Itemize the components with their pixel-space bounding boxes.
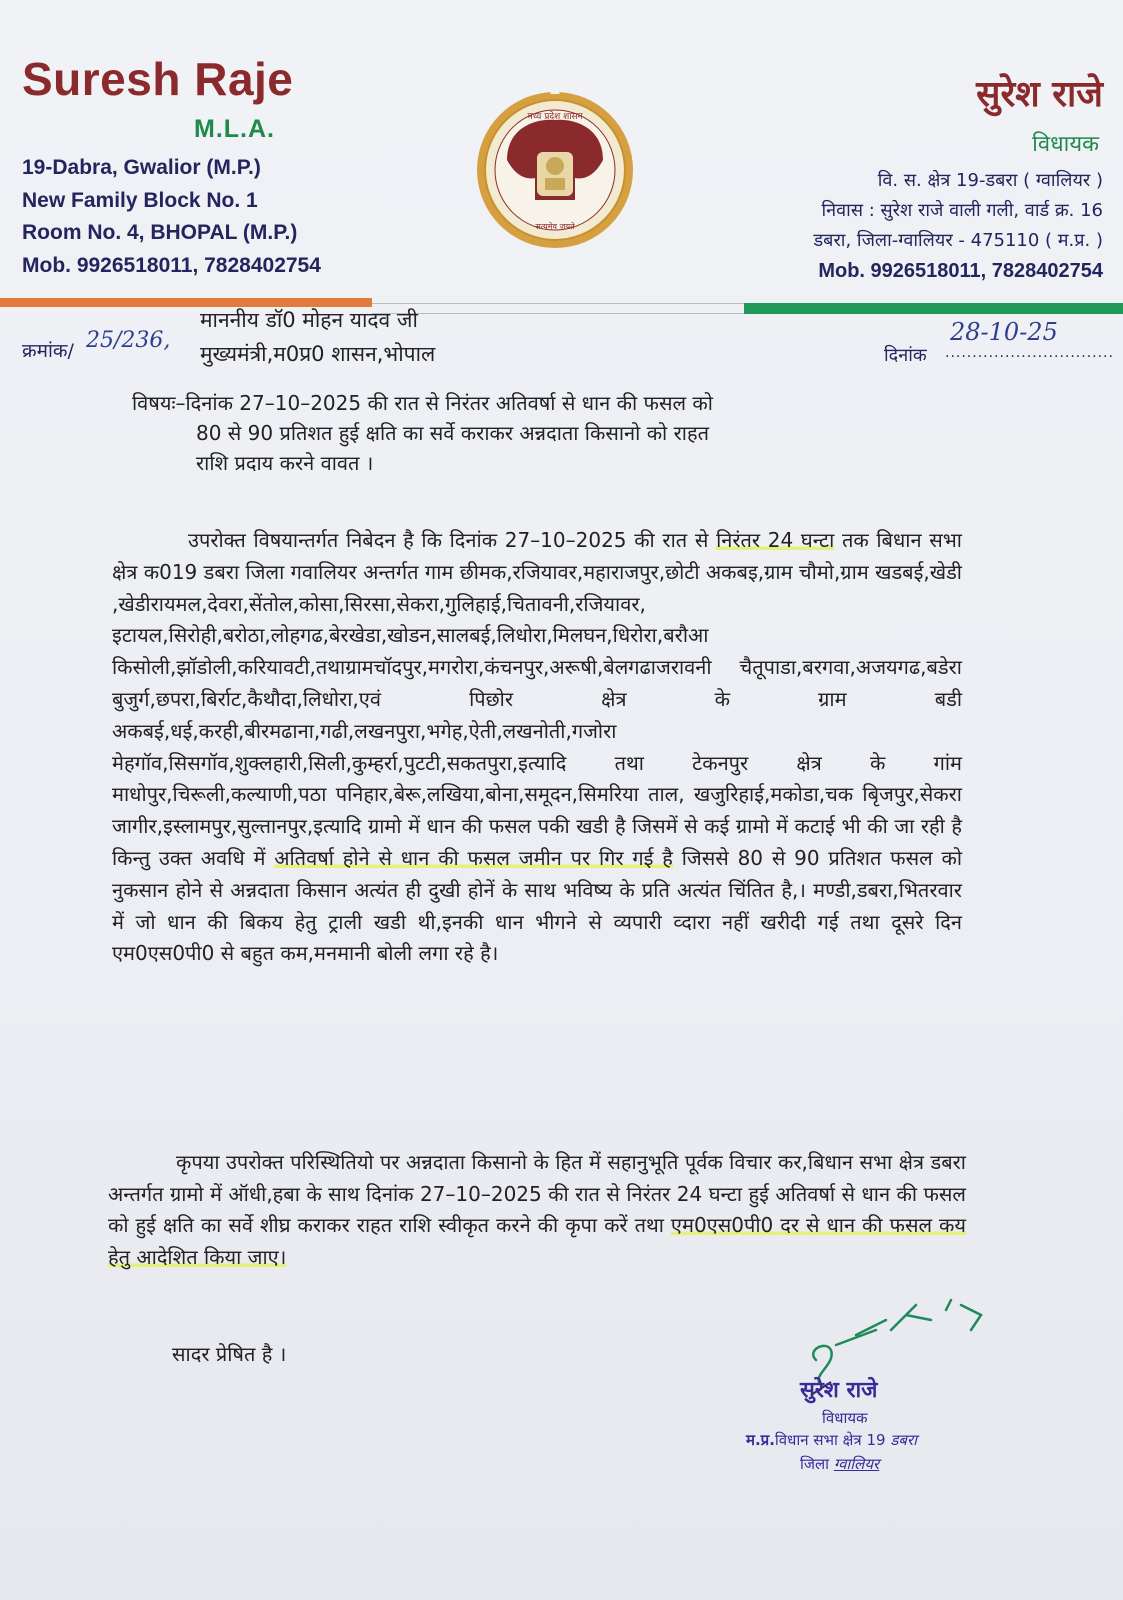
body-text-segment: तक बिधान सभा क्षेत्र क019 डबरा जिला गवालियर अन्तर्गत गाम छीमक,रजियावर,महाराजपुर,छोटी अकबइ,ग्राम चौमो,ग्राम खडबई,खेडी ,खेडीरायमल,देवरा,सेंतोल,कोसा,सिरसा,सेकरा,गुलिहाई,चितावनी,रजियावर, इटायल,सिरोही,बरोठा,लोहगढ,बेरखेडा,खोडन,सालबई,लिधोरा,मिलघन,धिरोरा,बरौआ किसोली,झॉडोली,करियावटी,तथाग्रामचॉदपुर,मगरोरा,कंचनपुर,अरूषी,बेलगढाजरावनी चैतूपाडा,बरगवा,अजयगढ,बडेरा बुजुर्ग,छपरा,बिर्राट,कैथौदा,लिधोरा,एवं पिछोर क्षेत्र के ग्राम बडी अकबई,धई,करही,बीरमढाना,गढी,लखनपुरा,भगेह,ऐती,लखनोती,गजोरा मेहगॉव,सिसगॉव,शुक्लहारी,सिली,कुम्हर्रा,पुटटी,सकतपुरा,इत्यादि तथा टेकनपुर क्षेत्र के गांम माधोपुर,चिरूली,कल्याणी,पठा पनिहार,बेरू,लखिया,बोना,समूदन,सिमरिया ताल, खजुरिहाई,मकोडा,चक बिृजपुर,सेकरा जागीर,इस्लामपुर,सुल्तानपुर,इत्यादि ग्रामो में धान की फसल पकी खडी है जिसमें से कई ग्रामो में कटाई भी की जा रही है किन्तु उक्त अवधि में <box>112 528 962 870</box>
stamp-district-handwritten: ग्वालियर <box>833 1455 880 1473</box>
stamp-state-prefix: म.प्र. <box>746 1431 775 1449</box>
body-text-segment: जिससे 80 से 90 प्रतिशत फसल को नुकसान होने से अन्नदाता किसान अत्यंत ही दुखी होनें के साथ भविष्य के प्रति अत्यंत चिंतित है,। मण्डी,डबरा,भितरवार में जो धान की बिकय हेतु ट्राली खडी थी,इनकी धान भीगने से व्यपारी व्दारा नहीं खरीदी गई तथा दूसरे दिन एम0एस0पी0 से बहुत कम,मनमानी बोली लगा रहे है। <box>112 845 962 966</box>
subject-line: राशि प्रदाय करने वावत । <box>196 451 374 475</box>
stamp-constituency-handwritten: डबरा <box>890 1431 917 1449</box>
english-address-line: 19-Dabra, Gwalior (M.P.) <box>22 156 261 179</box>
body-paragraph-1 <box>112 525 962 970</box>
date-handwritten: 28-10-25 <box>950 318 1058 346</box>
body-text-segment: कृपया उपरोक्त परिस्थितियो पर अन्नदाता किसानो के हित में सहानुभूति पूर्वक विचार कर,बिधान सभा क्षेत्र डबरा अन्तर्गत ग्रामो में ऑधी,हबा के साथ दिनांक 27–10–2025 की रात से निरंतर 24 घन्टा हुई अतिवर्षा से धान की फसल को हुई क्षति का सर्वे शीघ्र कराकर राहत राशि स्वीकृत करने की कृपा करें तथा <box>108 1150 966 1237</box>
highlighted-text: एम0एस0पी0 दर से धान की फसल कय हेतु आदेशित किया जाए। <box>108 1213 966 1269</box>
divider-green-bar <box>744 303 1123 314</box>
date-dotted-line: ............................... <box>945 345 1114 361</box>
addressee-designation: मुख्यमंत्री,म0प्र0 शासन,भोपाल <box>200 342 436 366</box>
letterhead-english-title: M.L.A. <box>194 115 275 143</box>
mp-government-emblem-icon <box>470 85 640 255</box>
body-paragraph-2 <box>108 1147 966 1273</box>
signatory-stamp-title: विधायक <box>822 1409 868 1427</box>
hindi-address-line: डबरा, जिला-ग्वालियर - 475110 ( म.प्र. ) <box>813 230 1103 251</box>
hindi-mobile-line: Mob. 9926518011, 7828402754 <box>818 260 1103 282</box>
highlighted-text: अतिवर्षा होने से धान की फसल जमीन पर गिर गई है <box>274 845 673 870</box>
subject-block <box>132 388 972 478</box>
body-text-segment: उपरोक्त विषयान्तर्गत निबेदन है कि दिनांक 27–10–2025 की रात से <box>188 528 717 552</box>
signatory-stamp-district <box>800 1454 879 1474</box>
english-address-line: Room No. 4, BHOPAL (M.P.) <box>22 221 298 244</box>
letterhead-hindi-address <box>814 166 1103 286</box>
emblem-top-text: मध्य प्रदेश शासन <box>527 112 583 122</box>
letterhead-hindi-title: विधायक <box>1032 132 1099 157</box>
closing-line: सादर प्रेषित है । <box>172 1342 287 1366</box>
english-mobile-line: Mob. 9926518011, 7828402754 <box>22 253 321 277</box>
highlighted-text: निरंतर 24 घन्टा <box>716 528 835 552</box>
hindi-address-line: निवास : सुरेश राजे वाली गली, वार्ड क्र. 16 <box>821 200 1103 221</box>
english-address-line: New Family Block No. 1 <box>22 188 258 212</box>
letterhead-english-name: Suresh Raje <box>22 53 294 105</box>
stamp-constituency-text: विधान सभा क्षेत्र 19 <box>774 1431 886 1449</box>
letterhead-english-address <box>22 152 321 282</box>
addressee-name: माननीय डॉ0 मोहन यादव जी <box>200 308 418 332</box>
reference-number-handwritten: 25/236, <box>86 328 171 353</box>
addressee-block <box>200 303 435 371</box>
subject-line: 80 से 90 प्रतिशत हुई क्षति का सर्वे कराकर अन्नदाता किसानो को राहत <box>196 421 709 445</box>
reference-number-label: क्रमांक/ <box>22 340 74 362</box>
stamp-district-label: जिला <box>800 1455 830 1473</box>
hindi-address-line: वि. स. क्षेत्र 19-डबरा ( ग्वालियर ) <box>877 170 1103 191</box>
date-label: दिनांक <box>884 345 927 366</box>
letterhead-hindi-name: सुरेश राजे <box>976 74 1103 115</box>
subject-line: विषयः–दिनांक 27–10–2025 की रात से निरंतर अतिवर्षा से धान की फसल को <box>132 391 713 415</box>
signatory-stamp-constituency <box>746 1430 917 1450</box>
emblem-bottom-text: सत्यमेव जयते <box>535 222 575 231</box>
signatory-stamp-name: सुरेश राजे <box>800 1378 878 1403</box>
